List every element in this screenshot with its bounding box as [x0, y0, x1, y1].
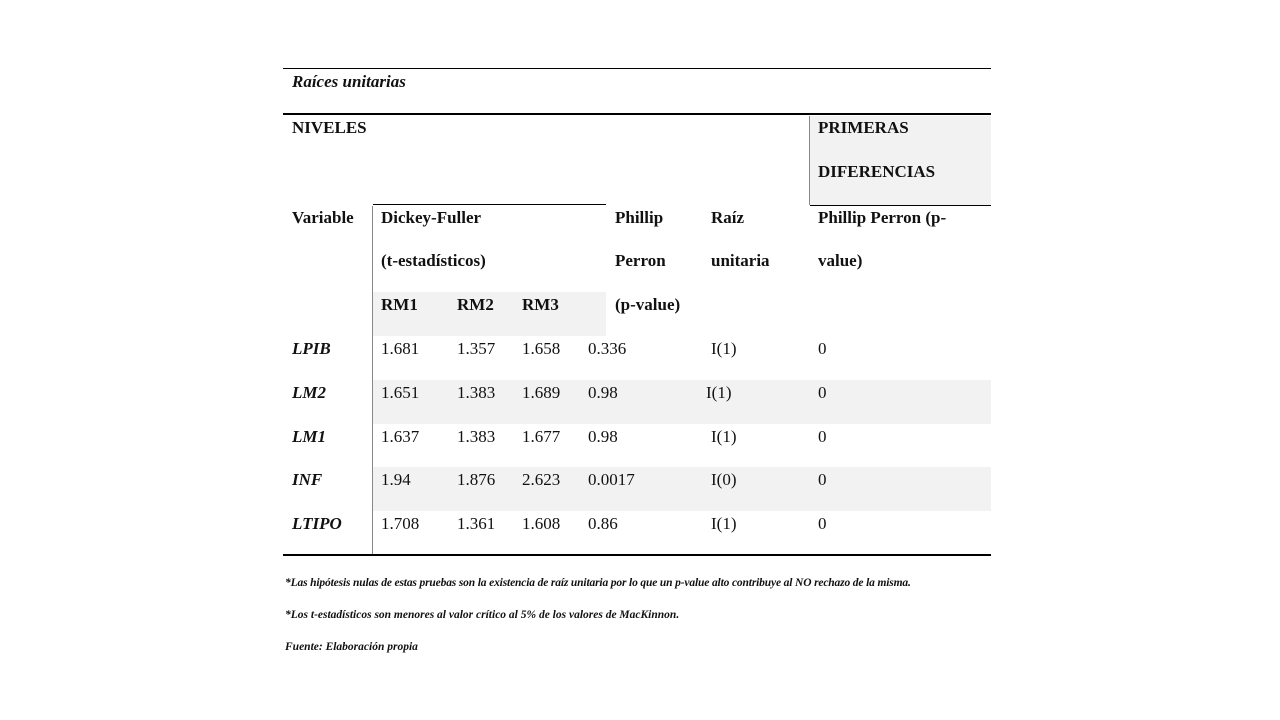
footnote-critical-value: *Los t-estadísticos son menores al valor crítico al 5% de los valores de MacKinnon. [285, 609, 680, 621]
col-df-header-line2: (t-estadísticos) [381, 251, 486, 270]
diff-rule [810, 205, 991, 206]
row-ltipo-rm1: 1.708 [381, 514, 420, 533]
row-ltipo-rm2: 1.361 [457, 514, 496, 533]
title-rule [283, 113, 991, 115]
row-lpib-pp: 0.336 [588, 339, 627, 358]
footnote-null-hypothesis: *Las hipótesis nulas de estas pruebas son la existencia de raíz unitaria por lo que un p-value alto contribuye al NO rechazo de la misma. [285, 577, 911, 589]
group-diff-header-line1: PRIMERAS [818, 118, 909, 137]
footnote-source: Fuente: Elaboración propia [285, 641, 418, 653]
row-lm1-rm2: 1.383 [457, 427, 496, 446]
top-rule [283, 68, 991, 69]
col-raiz-header-line2: unitaria [711, 251, 770, 270]
col-ppdiff-header-line1: Phillip Perron (p- [818, 208, 947, 227]
col-raiz-header-line1: Raíz [711, 208, 745, 227]
group-diff-header-line2: DIFERENCIAS [818, 162, 936, 181]
row-lm2-raiz: I(1) [706, 383, 732, 402]
row-lm1-diff: 0 [818, 427, 827, 446]
row-lm2-rm3: 1.689 [522, 383, 561, 402]
row-lm2-variable: LM2 [292, 383, 326, 402]
row-lpib-rm1: 1.681 [381, 339, 420, 358]
col-pp-header-line2: Perron [615, 251, 666, 270]
col-ppdiff-header-line2: value) [818, 251, 863, 270]
df-rule [373, 204, 606, 205]
row-lm2-rm2: 1.383 [457, 383, 496, 402]
row-lm1-rm1: 1.637 [381, 427, 420, 446]
row-lm2-pp: 0.98 [588, 383, 618, 402]
row-lpib-raiz: I(1) [711, 339, 737, 358]
group-levels-header: NIVELES [292, 118, 367, 137]
col-df-header-line1: Dickey-Fuller [381, 208, 482, 227]
row-ltipo-raiz: I(1) [711, 514, 737, 533]
col-variable-header: Variable [292, 208, 354, 227]
row-inf-variable: INF [292, 470, 323, 489]
col-pp-header-line3: (p-value) [615, 295, 681, 314]
row-lm1-variable: LM1 [292, 427, 326, 446]
row-inf-diff: 0 [818, 470, 827, 489]
col-pp-header-line1: Phillip [615, 208, 664, 227]
row-inf-rm2: 1.876 [457, 470, 496, 489]
row-ltipo-rm3: 1.608 [522, 514, 561, 533]
row-lm1-rm3: 1.677 [522, 427, 561, 446]
row-lm1-pp: 0.98 [588, 427, 618, 446]
row-lm2-rm1: 1.651 [381, 383, 420, 402]
row-lpib-diff: 0 [818, 339, 827, 358]
bottom-rule [283, 554, 991, 556]
variable-divider [372, 206, 373, 554]
row-lpib-rm2: 1.357 [457, 339, 496, 358]
row-inf-rm1: 1.94 [381, 470, 411, 489]
row-lpib-rm3: 1.658 [522, 339, 561, 358]
col-rm2-header: RM2 [457, 295, 494, 314]
row-inf-rm3: 2.623 [522, 470, 561, 489]
col-rm3-header: RM3 [522, 295, 559, 314]
table-title: Raíces unitarias [292, 72, 406, 91]
row-ltipo-variable: LTIPO [292, 514, 342, 533]
row-lm2-diff: 0 [818, 383, 827, 402]
col-rm1-header: RM1 [381, 295, 418, 314]
row-ltipo-pp: 0.86 [588, 514, 618, 533]
row-inf-raiz: I(0) [711, 470, 737, 489]
row-lm1-raiz: I(1) [711, 427, 737, 446]
row-lpib-variable: LPIB [292, 339, 331, 358]
row-inf-pp: 0.0017 [588, 470, 635, 489]
row-ltipo-diff: 0 [818, 514, 827, 533]
diff-divider [809, 116, 810, 205]
